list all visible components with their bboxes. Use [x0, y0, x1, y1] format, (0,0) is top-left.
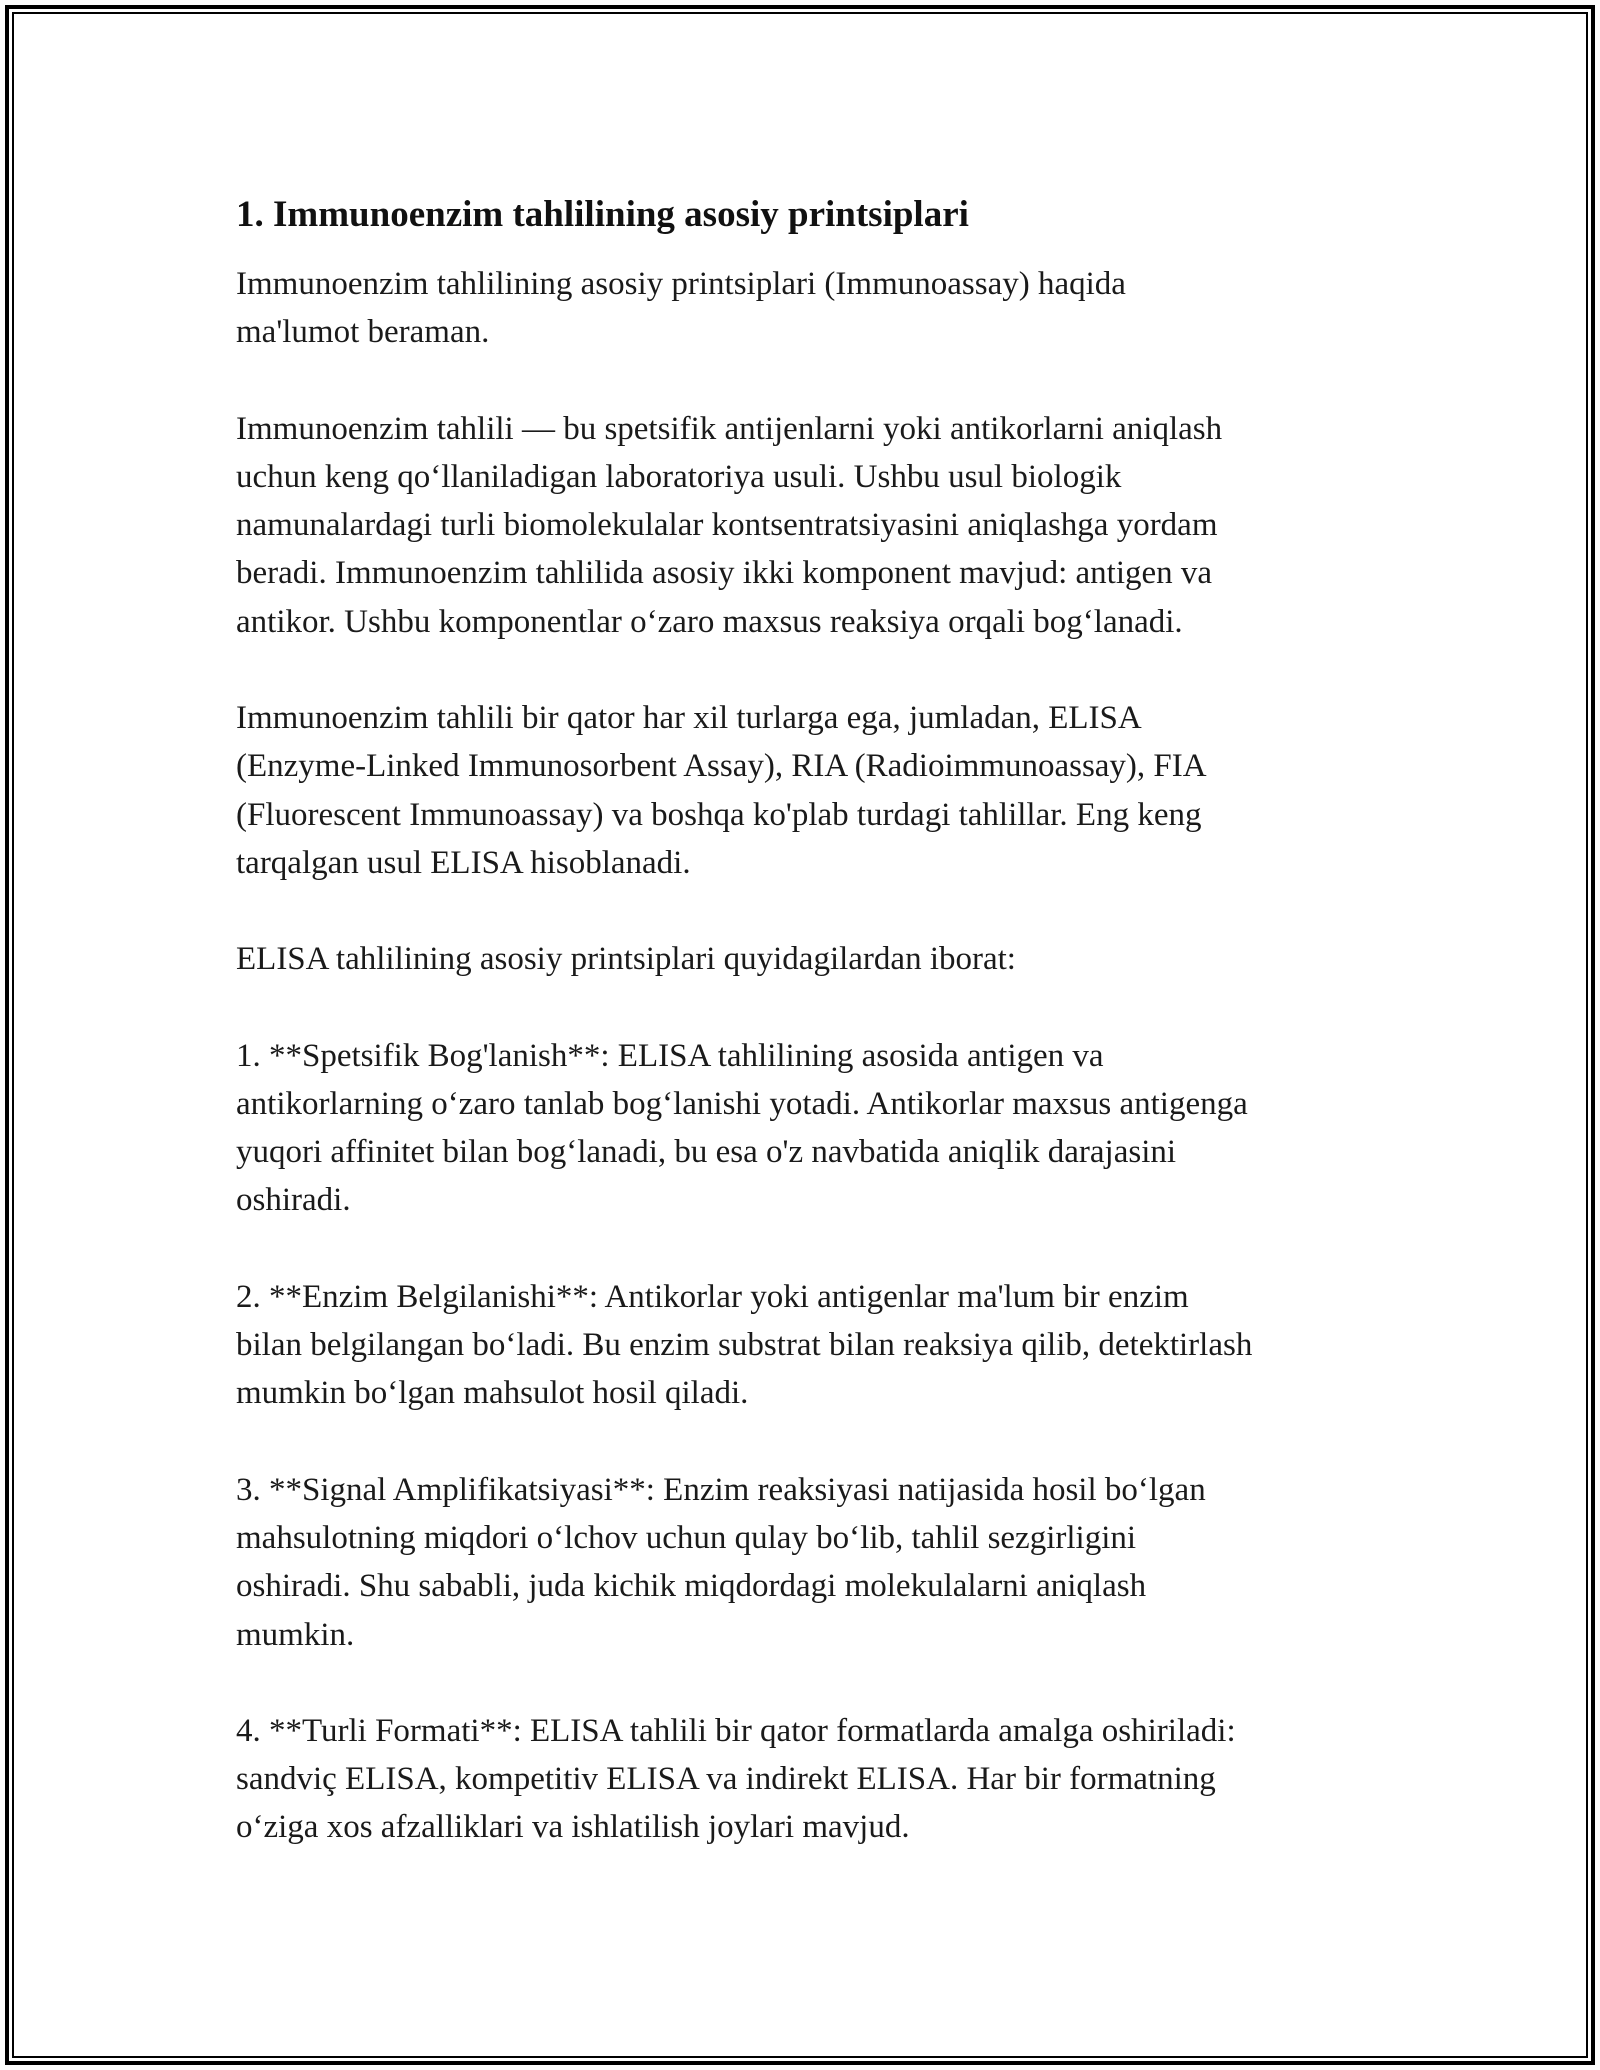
intro-paragraph: Immunoenzim tahlilining asosiy printsiplari (Immunoassay) haqida ma'lumot beraman.	[236, 266, 1126, 351]
principles-intro-paragraph: ELISA tahlilining asosiy printsiplari quyidagilardan iborat:	[236, 941, 1016, 978]
principle-item-2: 2. **Enzim Belgilanishi**: Antikorlar yoki antigenlar ma'lum bir enzim bilan belgilangan bo‘ladi. Bu enzim substrat bilan reaksiya qilib, detektirlash mumkin bo‘lgan mahsulot hosil qiladi.	[236, 1278, 1253, 1412]
section-heading: 1. Immunoenzim tahlilining asosiy printsiplari	[236, 194, 969, 235]
principle-item-4: 4. **Turli Formati**: ELISA tahlili bir qator formatlarda amalga oshiriladi: sandviç ELISA, kompetitiv ELISA va indirekt ELISA. Har bir formatning o‘ziga xos afzalliklari va ishlatilish joylari mavjud.	[236, 1712, 1236, 1846]
principle-item-1: 1. **Spetsifik Bog'lanish**: ELISA tahlilining asosida antigen va antikorlarning o‘zaro tanlab bog‘lanishi yotadi. Antikorlar maxsus antigenga yuqori affinitet bilan bog‘lanadi, bu esa o'z navbatida aniqlik darajasini oshiradi.	[236, 1037, 1248, 1219]
definition-paragraph: Immunoenzim tahlili — bu spetsifik antijenlarni yoki antikorlarni aniqlash uchun keng qo‘llaniladigan laboratoriya usuli. Ushbu usul biologik namunalardagi turli biomolekulalar kontsentratsiyasini aniqlashga yordam beradi. Immunoenzim tahlilida asosiy ikki komponent mavjud: antigen va antikor. Ushbu komponentlar o‘zaro maxsus reaksiya orqali bog‘lanadi.	[236, 410, 1223, 640]
principle-item-3: 3. **Signal Amplifikatsiyasi**: Enzim reaksiyasi natijasida hosil bo‘lgan mahsulotning miqdori o‘lchov uchun qulay bo‘lib, tahlil sezgirligini oshiradi. Shu sababli, juda kichik miqdordagi molekulalarni aniqlash mumkin.	[236, 1471, 1206, 1653]
document-body	[236, 186, 1386, 1900]
types-paragraph: Immunoenzim tahlili bir qator har xil turlarga ega, jumladan, ELISA (Enzyme-Linked Immunosorbent Assay), RIA (Radioimmunoassay), FIA (Fluorescent Immunoassay) va boshqa ko'plab turdagi tahlillar. Eng keng tarqalgan usul ELISA hisoblanadi.	[236, 700, 1207, 881]
